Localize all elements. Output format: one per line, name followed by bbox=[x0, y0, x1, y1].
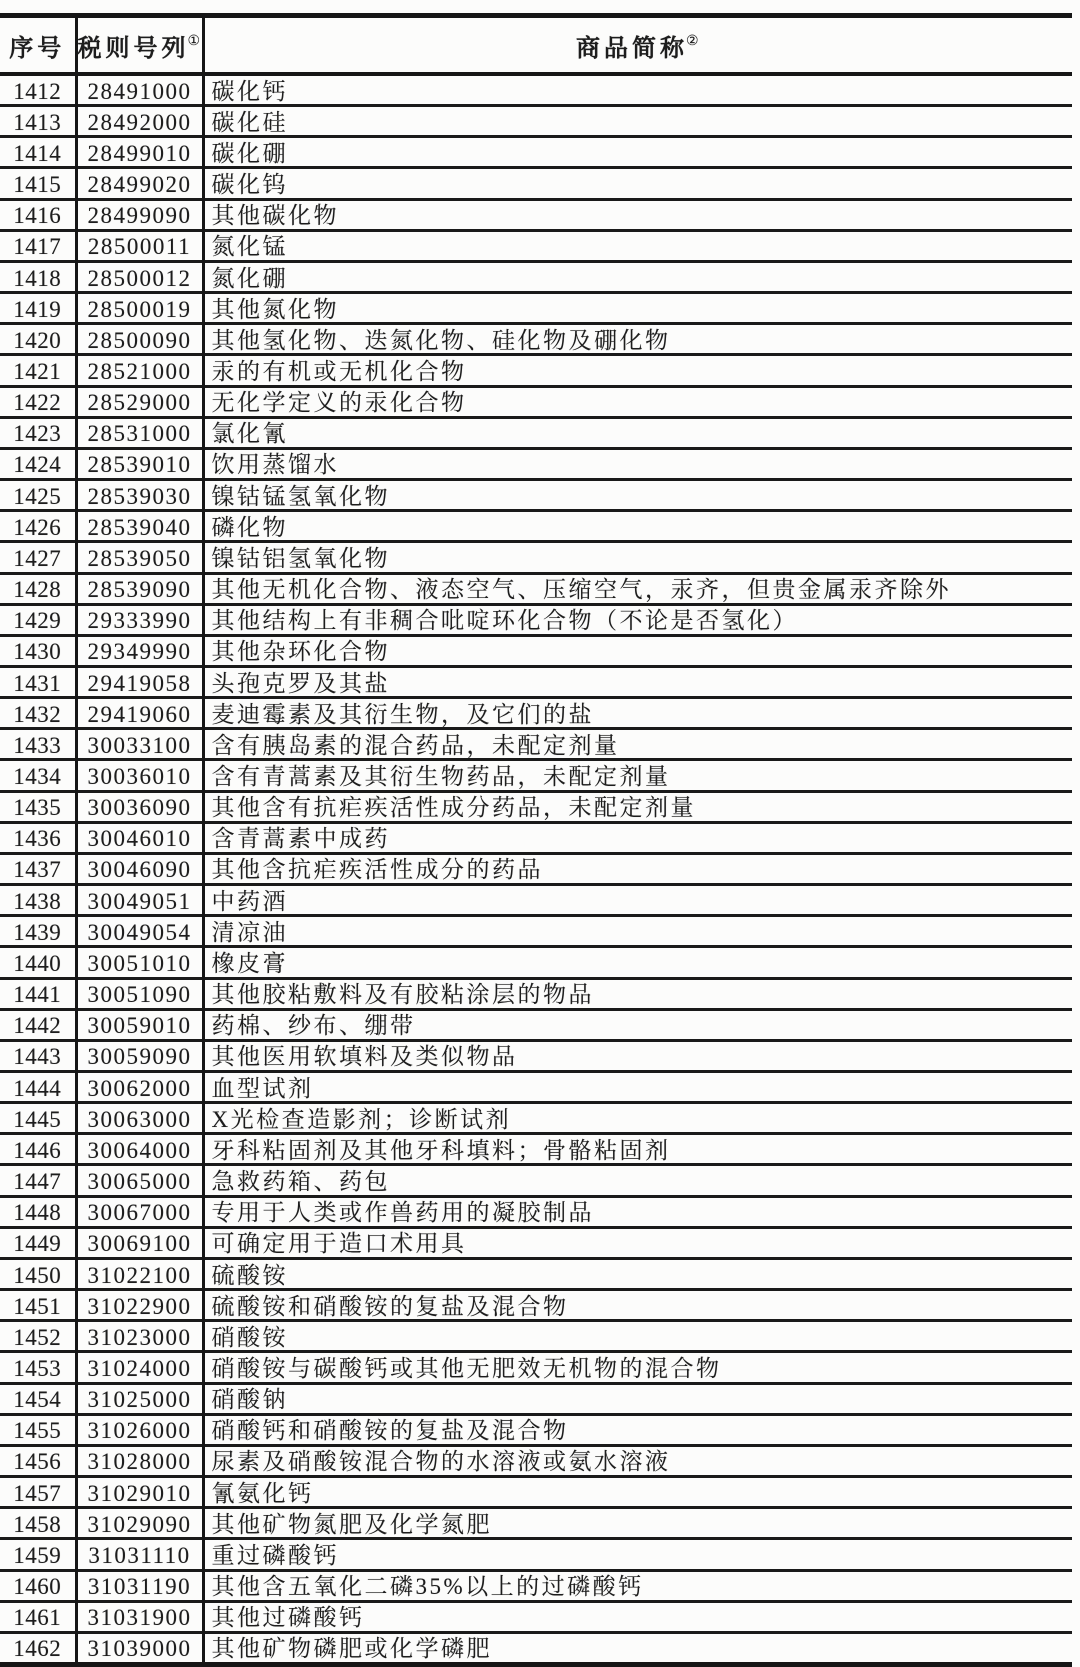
cell-product-name: 其他矿物磷肥或化学磷肥 bbox=[211, 1636, 492, 1662]
cell-tariff-code: 31031190 bbox=[76, 1570, 203, 1601]
cell-serial-number: 1421 bbox=[0, 355, 76, 386]
cell-serial-number: 1456 bbox=[0, 1445, 76, 1476]
cell-serial-number: 1462 bbox=[0, 1632, 76, 1664]
cell-product-name: 其他氢化物、迭氮化物、硅化物及硼化物 bbox=[211, 327, 671, 353]
cell-tariff-code: 28499090 bbox=[76, 199, 203, 230]
header-product-label: 商品简称 bbox=[575, 35, 688, 62]
cell-product-name: 牙科粘固剂及其他牙科填料；骨骼粘固剂 bbox=[211, 1137, 671, 1163]
cell-product-name: 清凉油 bbox=[211, 919, 288, 945]
table-row bbox=[0, 822, 1072, 853]
cell-serial-number: 1458 bbox=[0, 1508, 76, 1539]
cell-tariff-code: 30064000 bbox=[76, 1134, 203, 1165]
cell-tariff-code: 31025000 bbox=[76, 1383, 203, 1414]
table-row bbox=[0, 1414, 1072, 1445]
cell-product-name: 氮化硼 bbox=[211, 265, 288, 291]
header-serial-label: 序号 bbox=[9, 35, 66, 62]
cell-product-name: 含青蒿素中成药 bbox=[211, 826, 390, 852]
cell-product-name: 硝酸钠 bbox=[211, 1387, 288, 1413]
cell-tariff-code: 28500011 bbox=[76, 230, 203, 261]
cell-tariff-code: 31024000 bbox=[76, 1352, 203, 1383]
cell-tariff-code: 28491000 bbox=[76, 74, 203, 106]
cell-tariff-code: 29419060 bbox=[76, 698, 203, 729]
table-row bbox=[0, 106, 1072, 137]
table-body bbox=[0, 74, 1072, 1664]
cell-serial-number: 1452 bbox=[0, 1321, 76, 1352]
cell-serial-number: 1427 bbox=[0, 542, 76, 573]
cell-product-name: 血型试剂 bbox=[211, 1075, 314, 1101]
cell-tariff-code: 31031900 bbox=[76, 1601, 203, 1632]
table-row bbox=[0, 199, 1072, 230]
cell-product-name: 尿素及硝酸铵混合物的水溶液或氨水溶液 bbox=[211, 1449, 671, 1475]
cell-product-name: 汞的有机或无机化合物 bbox=[211, 358, 467, 384]
cell-serial-number: 1461 bbox=[0, 1601, 76, 1632]
table-row bbox=[0, 791, 1072, 822]
table-row bbox=[0, 916, 1072, 947]
cell-serial-number: 1419 bbox=[0, 293, 76, 324]
cell-product-name: X光检查造影剂；诊断试剂 bbox=[211, 1106, 512, 1132]
cell-serial-number: 1420 bbox=[0, 324, 76, 355]
table-row bbox=[0, 1601, 1072, 1632]
header-product-footnote-mark: ② bbox=[685, 33, 699, 49]
cell-serial-number: 1417 bbox=[0, 230, 76, 261]
cell-tariff-code: 28500012 bbox=[76, 261, 203, 292]
table-row bbox=[0, 1539, 1072, 1570]
table-row bbox=[0, 1165, 1072, 1196]
cell-product-name: 其他含五氧化二磷35%以上的过磷酸钙 bbox=[211, 1574, 644, 1600]
cell-product-name: 中药酒 bbox=[211, 888, 288, 914]
cell-serial-number: 1445 bbox=[0, 1103, 76, 1134]
cell-serial-number: 1412 bbox=[0, 74, 76, 106]
table-row bbox=[0, 417, 1072, 448]
table-row bbox=[0, 1477, 1072, 1508]
cell-product-name: 其他过磷酸钙 bbox=[211, 1605, 365, 1631]
tariff-table bbox=[0, 13, 1072, 1667]
cell-tariff-code: 30051090 bbox=[76, 978, 203, 1009]
table-row bbox=[0, 760, 1072, 791]
table-row bbox=[0, 448, 1072, 479]
cell-serial-number: 1436 bbox=[0, 822, 76, 853]
cell-serial-number: 1418 bbox=[0, 261, 76, 292]
cell-product-name: 急救药箱、药包 bbox=[211, 1169, 390, 1195]
table-row bbox=[0, 635, 1072, 666]
cell-product-name: 药棉、纱布、绷带 bbox=[211, 1013, 416, 1039]
cell-product-name: 其他碳化物 bbox=[211, 203, 339, 229]
cell-tariff-code: 28539090 bbox=[76, 573, 203, 604]
cell-tariff-code: 30049051 bbox=[76, 885, 203, 916]
cell-serial-number: 1424 bbox=[0, 448, 76, 479]
cell-product-name: 氰氨化钙 bbox=[211, 1480, 314, 1506]
cell-tariff-code: 30063000 bbox=[76, 1103, 203, 1134]
cell-product-name: 橡皮膏 bbox=[211, 950, 288, 976]
cell-tariff-code: 30069100 bbox=[76, 1227, 203, 1258]
cell-product-name: 磷化物 bbox=[211, 514, 288, 540]
cell-serial-number: 1453 bbox=[0, 1352, 76, 1383]
table-row bbox=[0, 1134, 1072, 1165]
cell-serial-number: 1433 bbox=[0, 729, 76, 760]
cell-product-name: 其他医用软填料及类似物品 bbox=[211, 1044, 518, 1070]
cell-product-name: 其他氮化物 bbox=[211, 296, 339, 322]
cell-serial-number: 1422 bbox=[0, 386, 76, 417]
table-row bbox=[0, 1383, 1072, 1414]
table-row bbox=[0, 293, 1072, 324]
cell-product-name: 镍钴锰氢氧化物 bbox=[211, 483, 390, 509]
cell-serial-number: 1460 bbox=[0, 1570, 76, 1601]
cell-tariff-code: 31023000 bbox=[76, 1321, 203, 1352]
cell-product-name: 氮化锰 bbox=[211, 234, 288, 260]
cell-tariff-code: 30065000 bbox=[76, 1165, 203, 1196]
cell-product-name: 硫酸铵 bbox=[211, 1262, 288, 1288]
cell-tariff-code: 28539030 bbox=[76, 480, 203, 511]
table-row bbox=[0, 1290, 1072, 1321]
table-row bbox=[0, 885, 1072, 916]
cell-serial-number: 1426 bbox=[0, 511, 76, 542]
cell-product-name: 无化学定义的汞化合物 bbox=[211, 390, 467, 416]
cell-product-name: 其他胶粘敷料及有胶粘涂层的物品 bbox=[211, 982, 594, 1008]
cell-product-name: 含有青蒿素及其衍生物药品，未配定剂量 bbox=[211, 764, 671, 790]
cell-serial-number: 1438 bbox=[0, 885, 76, 916]
cell-tariff-code: 30059010 bbox=[76, 1009, 203, 1040]
cell-serial-number: 1430 bbox=[0, 635, 76, 666]
cell-tariff-code: 30067000 bbox=[76, 1196, 203, 1227]
table-row bbox=[0, 1570, 1072, 1601]
table-row bbox=[0, 1321, 1072, 1352]
header-tariff-footnote-mark: ① bbox=[187, 33, 201, 49]
cell-serial-number: 1431 bbox=[0, 666, 76, 697]
cell-product-name: 其他杂环化合物 bbox=[211, 639, 390, 665]
cell-tariff-code: 31028000 bbox=[76, 1445, 203, 1476]
cell-tariff-code: 29419058 bbox=[76, 666, 203, 697]
cell-serial-number: 1451 bbox=[0, 1290, 76, 1321]
cell-serial-number: 1428 bbox=[0, 573, 76, 604]
cell-product-name: 其他矿物氮肥及化学氮肥 bbox=[211, 1511, 492, 1537]
cell-tariff-code: 31029090 bbox=[76, 1508, 203, 1539]
cell-tariff-code: 31031110 bbox=[76, 1539, 203, 1570]
cell-product-name: 硝酸钙和硝酸铵的复盐及混合物 bbox=[211, 1418, 569, 1444]
cell-serial-number: 1444 bbox=[0, 1072, 76, 1103]
cell-tariff-code: 30036090 bbox=[76, 791, 203, 822]
cell-product-name: 硫酸铵和硝酸铵的复盐及混合物 bbox=[211, 1293, 569, 1319]
table-row bbox=[0, 230, 1072, 261]
table-row bbox=[0, 1352, 1072, 1383]
cell-tariff-code: 28539050 bbox=[76, 542, 203, 573]
table-row bbox=[0, 324, 1072, 355]
table-row bbox=[0, 1445, 1072, 1476]
cell-serial-number: 1434 bbox=[0, 760, 76, 791]
cell-serial-number: 1447 bbox=[0, 1165, 76, 1196]
cell-tariff-code: 31039000 bbox=[76, 1632, 203, 1664]
table-row bbox=[0, 1196, 1072, 1227]
table-row bbox=[0, 698, 1072, 729]
cell-tariff-code: 28531000 bbox=[76, 417, 203, 448]
table-row bbox=[0, 947, 1072, 978]
cell-serial-number: 1439 bbox=[0, 916, 76, 947]
cell-product-name: 碳化钨 bbox=[211, 172, 288, 198]
cell-product-name: 硝酸铵与碳酸钙或其他无肥效无机物的混合物 bbox=[211, 1355, 722, 1381]
cell-serial-number: 1448 bbox=[0, 1196, 76, 1227]
cell-tariff-code: 28500090 bbox=[76, 324, 203, 355]
table-row bbox=[0, 1103, 1072, 1134]
cell-product-name: 其他含抗疟疾活性成分的药品 bbox=[211, 857, 543, 883]
table-row bbox=[0, 137, 1072, 168]
table-row bbox=[0, 729, 1072, 760]
cell-tariff-code: 31029010 bbox=[76, 1477, 203, 1508]
cell-product-name: 麦迪霉素及其衍生物，及它们的盐 bbox=[211, 701, 594, 727]
cell-serial-number: 1459 bbox=[0, 1539, 76, 1570]
table-row bbox=[0, 853, 1072, 884]
cell-serial-number: 1425 bbox=[0, 480, 76, 511]
cell-tariff-code: 30033100 bbox=[76, 729, 203, 760]
cell-tariff-code: 30046090 bbox=[76, 853, 203, 884]
table-row bbox=[0, 168, 1072, 199]
cell-product-name: 其他含有抗疟疾活性成分药品，未配定剂量 bbox=[211, 795, 696, 821]
cell-product-name: 碳化硼 bbox=[211, 140, 288, 166]
cell-serial-number: 1437 bbox=[0, 853, 76, 884]
cell-serial-number: 1435 bbox=[0, 791, 76, 822]
table-row bbox=[0, 1072, 1072, 1103]
cell-tariff-code: 29333990 bbox=[76, 604, 203, 635]
cell-product-name: 其他无机化合物、液态空气、压缩空气，汞齐，但贵金属汞齐除外 bbox=[211, 577, 951, 603]
table-row bbox=[0, 480, 1072, 511]
cell-serial-number: 1449 bbox=[0, 1227, 76, 1258]
table-row bbox=[0, 542, 1072, 573]
cell-serial-number: 1415 bbox=[0, 168, 76, 199]
table-row bbox=[0, 355, 1072, 386]
cell-product-name: 饮用蒸馏水 bbox=[211, 452, 339, 478]
table-row bbox=[0, 1632, 1072, 1664]
cell-serial-number: 1432 bbox=[0, 698, 76, 729]
table-row bbox=[0, 666, 1072, 697]
header-tariff-code bbox=[76, 16, 203, 75]
cell-tariff-code: 28500019 bbox=[76, 293, 203, 324]
table-row bbox=[0, 1258, 1072, 1289]
cell-serial-number: 1454 bbox=[0, 1383, 76, 1414]
cell-tariff-code: 30049054 bbox=[76, 916, 203, 947]
cell-serial-number: 1414 bbox=[0, 137, 76, 168]
cell-product-name: 其他结构上有非稠合吡啶环化合物（不论是否氢化） bbox=[211, 608, 798, 634]
cell-serial-number: 1446 bbox=[0, 1134, 76, 1165]
cell-serial-number: 1450 bbox=[0, 1258, 76, 1289]
cell-serial-number: 1429 bbox=[0, 604, 76, 635]
cell-serial-number: 1416 bbox=[0, 199, 76, 230]
cell-serial-number: 1440 bbox=[0, 947, 76, 978]
table-row bbox=[0, 386, 1072, 417]
cell-tariff-code: 28492000 bbox=[76, 106, 203, 137]
table-row bbox=[0, 1227, 1072, 1258]
cell-tariff-code: 30051010 bbox=[76, 947, 203, 978]
cell-product-name: 硝酸铵 bbox=[211, 1324, 288, 1350]
cell-tariff-code: 28539010 bbox=[76, 448, 203, 479]
table-row bbox=[0, 74, 1072, 106]
cell-tariff-code: 30062000 bbox=[76, 1072, 203, 1103]
cell-tariff-code: 28529000 bbox=[76, 386, 203, 417]
table-row bbox=[0, 1508, 1072, 1539]
cell-product-name: 专用于人类或作兽药用的凝胶制品 bbox=[211, 1200, 594, 1226]
cell-tariff-code: 31022100 bbox=[76, 1258, 203, 1289]
cell-product-name: 重过磷酸钙 bbox=[211, 1542, 339, 1568]
cell-tariff-code: 31022900 bbox=[76, 1290, 203, 1321]
cell-product-name: 碳化钙 bbox=[211, 78, 288, 104]
cell-tariff-code: 28499010 bbox=[76, 137, 203, 168]
cell-product-name: 可确定用于造口术用具 bbox=[211, 1231, 467, 1257]
header-row bbox=[0, 16, 1072, 75]
cell-serial-number: 1455 bbox=[0, 1414, 76, 1445]
cell-product-name: 头孢克罗及其盐 bbox=[211, 670, 390, 696]
cell-tariff-code: 28521000 bbox=[76, 355, 203, 386]
cell-serial-number: 1443 bbox=[0, 1040, 76, 1071]
cell-tariff-code: 30059090 bbox=[76, 1040, 203, 1071]
cell-serial-number: 1442 bbox=[0, 1009, 76, 1040]
table-row bbox=[0, 1009, 1072, 1040]
table-row bbox=[0, 978, 1072, 1009]
cell-serial-number: 1441 bbox=[0, 978, 76, 1009]
cell-product-name: 镍钴铝氢氧化物 bbox=[211, 545, 390, 571]
table-row bbox=[0, 573, 1072, 604]
table-row bbox=[0, 261, 1072, 292]
cell-serial-number: 1413 bbox=[0, 106, 76, 137]
header-product-name bbox=[203, 16, 1072, 75]
cell-tariff-code: 29349990 bbox=[76, 635, 203, 666]
cell-product-name: 含有胰岛素的混合药品，未配定剂量 bbox=[211, 732, 620, 758]
header-tariff-label: 税则号列 bbox=[77, 35, 190, 62]
cell-tariff-code: 30046010 bbox=[76, 822, 203, 853]
cell-tariff-code: 30036010 bbox=[76, 760, 203, 791]
table-row bbox=[0, 511, 1072, 542]
cell-product-name: 碳化硅 bbox=[211, 109, 288, 135]
table-row bbox=[0, 604, 1072, 635]
cell-tariff-code: 28539040 bbox=[76, 511, 203, 542]
cell-product-name: 氯化氰 bbox=[211, 421, 288, 447]
cell-tariff-code: 28499020 bbox=[76, 168, 203, 199]
table-row bbox=[0, 1040, 1072, 1071]
cell-tariff-code: 31026000 bbox=[76, 1414, 203, 1445]
header-serial-number bbox=[0, 16, 76, 75]
cell-serial-number: 1457 bbox=[0, 1477, 76, 1508]
cell-serial-number: 1423 bbox=[0, 417, 76, 448]
